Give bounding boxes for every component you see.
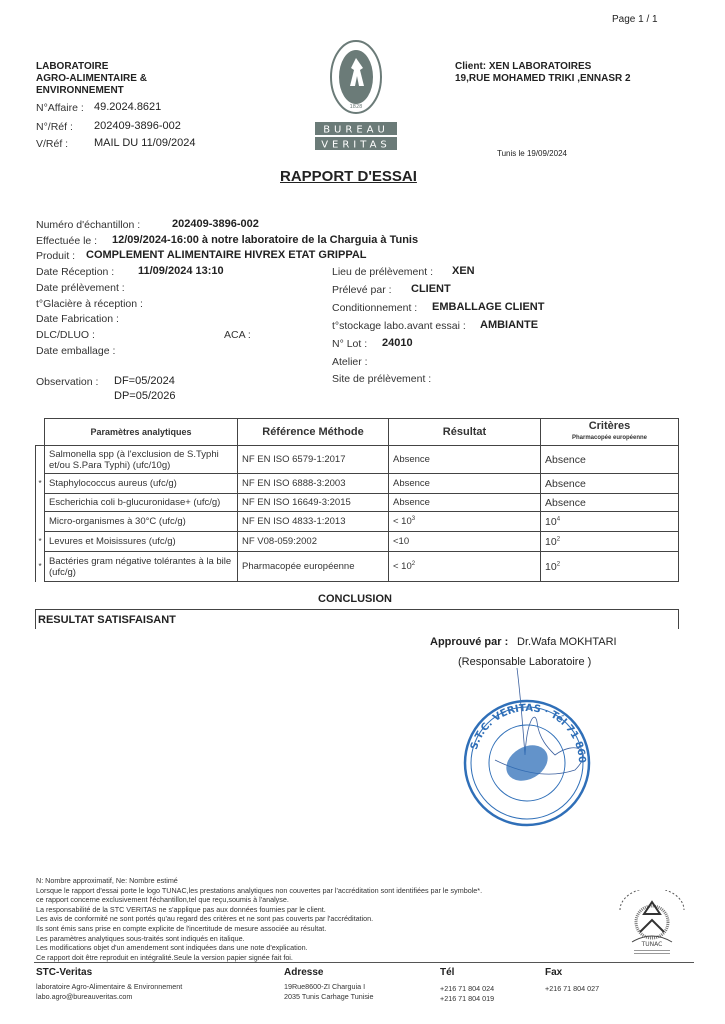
result-value: < 10 [393,516,412,528]
sampling-place: XEN [452,265,475,277]
parameter-cell: Escherichia coli b-glucuronidase+ (ufc/g) [45,494,238,512]
footer-address-l2: 2035 Tunis Carhage Tunisie [284,992,374,1001]
sampling-date-label: Date prélèvement : [36,282,125,294]
result-cell [389,446,541,474]
product-label: Produit : [36,250,76,262]
result-value: < 10 [393,561,412,573]
table-header [36,419,679,446]
parameter-cell: Micro-organismes à 30°C (ufc/g) [45,512,238,532]
conclusion-box [35,609,679,629]
workshop-label: Atelier : [332,356,368,368]
criteria-exponent: 4 [556,516,561,522]
result-cell [389,512,541,532]
approver-role: (Responsable Laboratoire ) [458,656,592,668]
note: Les modifications objet d'un amendement sont indiquées dans une note d'explication. [36,943,308,953]
footer-tel-2: +216 71 804 019 [440,994,495,1003]
footer-tel-1: +216 71 804 024 [440,984,495,993]
product-value: COMPLEMENT ALIMENTAIRE HIVREX ETAT GRIPPAL [86,249,367,261]
result-value: <10 [393,536,410,548]
parameter-cell: Bactéries gram négative tolérantes à la bile (ufc/g) [45,552,238,582]
affaire-value: 49.2024.8621 [94,101,162,113]
conclusion-text: RESULTAT SATISFAISANT [38,614,176,626]
footer-tel-title: Tél [440,967,455,978]
criteria-value: Absence [545,477,586,490]
storage-value: AMBIANTE [480,319,539,331]
ref-label: N°/Réf : [36,121,73,133]
method-cell: NF EN ISO 16649-3:2015 [238,494,389,512]
method-cell: NF EN ISO 4833-1:2013 [238,512,389,532]
note: La responsabilité de la STC VERITAS ne s'applique pas aux données fournies par le client. [36,904,326,914]
method-cell: NF V08-059:2002 [238,532,389,552]
conclusion-title: CONCLUSION [318,593,392,605]
result-cell [389,474,541,494]
footer-divider [34,962,694,963]
criteria-cell [541,512,679,532]
result-exponent: 3 [411,515,416,522]
observation-label: Observation : [36,376,99,388]
lot-value: 24010 [382,337,413,349]
lot-label: N° Lot : [332,338,368,350]
table-row [36,532,679,552]
result-value: Absence [393,497,430,509]
note: Les avis de conformité ne sont portés qu'au regard des critères et ne sont pas couverts par l'accréditation. [36,914,374,924]
footer-address-l1: 19Rue8600-ZI Charguia I [284,982,366,991]
note: Les paramètres analytiques sous-traités sont indiqués en italique. [36,933,245,943]
header-result: Résultat [389,419,541,446]
result-cell [389,552,541,582]
affaire-label: N°Affaire : [36,102,84,114]
svg-text:1828: 1828 [349,104,363,110]
sample-number-label: Numéro d'échantillon : [36,219,141,231]
svg-text:VERITAS: VERITAS [321,139,391,151]
accreditation-mark [36,512,45,532]
svg-text:S.T.C. VERITAS · Tél 71 860 74: S.T.C. VERITAS · Tél 71 860 [468,702,588,764]
criteria-exponent: 2 [556,536,561,542]
criteria-title: Critères [588,420,631,432]
method-cell: NF EN ISO 6888-3:2003 [238,474,389,494]
dlc-label: DLC/DLUO : [36,329,95,341]
footer-notes [36,876,482,962]
lab-name-3: ENVIRONNEMENT [36,85,124,96]
client-address: 19,RUE MOHAMED TRIKI ,ENNASR 2 [455,73,631,84]
method-cell: Pharmacopée européenne [238,552,389,582]
footer-fax-title: Fax [545,967,563,978]
accreditation-mark: * [36,474,45,494]
criteria-value: 10 [545,560,557,573]
parameter-cell: Levures et Moisissures (ufc/g) [45,532,238,552]
accreditation-mark [36,494,45,512]
page-number: Page 1 / 1 [612,14,658,25]
accreditation-mark [36,446,45,474]
accreditation-mark: * [36,532,45,552]
observation-dp: DP=05/2026 [114,390,176,402]
table-row [36,474,679,494]
criteria-cell [541,446,679,474]
sample-number: 202409-3896-002 [172,218,259,230]
cooler-temp-label: t°Glacière à réception : [36,298,143,310]
parameter-cell: Staphylococcus aureus (ufc/g) [45,474,238,494]
tunac-logo [612,890,692,960]
bureau-veritas-logo [313,40,399,152]
packaging-value: EMBALLAGE CLIENT [432,301,545,313]
sampled-by: CLIENT [411,283,451,295]
result-value: Absence [393,478,430,490]
table-row [36,494,679,512]
footer-email: labo.agro@bureauveritas.com [36,992,133,1001]
parameter-cell: Salmonella spp (à l'exclusion de S.Typhi et/ou S.Para Typhi) (ufc/10g) [45,446,238,474]
table-row [36,446,679,474]
client-name: Client: XEN LABORATOIRES [455,61,592,72]
criteria-cell [541,532,679,552]
approved-label: Approuvé par : [430,636,509,648]
observation-df: DF=05/2024 [114,375,175,387]
note: ce rapport concerne exclusivement l'échantillon,tel que reçu,soumis à l'analyse. [36,895,289,905]
performed-value: 12/09/2024-16:00 à notre laboratoire de la Charguia à Tunis [112,234,419,246]
header-parameters: Paramètres analytiques [45,419,238,446]
header-method: Référence Méthode [238,419,389,446]
table-row [36,512,679,532]
vref-label: V/Réf : [36,138,69,150]
company-stamp [455,660,589,825]
packaging-date-label: Date emballage : [36,345,116,357]
performed-label: Effectuée le : [36,235,98,247]
criteria-cell [541,552,679,582]
table-row [36,552,679,582]
footer-company-l1: laboratoire Agro-Alimentaire & Environnement [36,982,183,991]
svg-text:TUNAC: TUNAC [641,941,663,948]
criteria-subtitle: Pharmacopée européenne [571,435,648,441]
note: Lorsque le rapport d'essai porte le logo TUNAC,les prestations analytiques non couvertes par l'accréditation sont identifiées par le symbole*. [36,885,483,895]
approver-name: Dr.Wafa MOKHTARI [517,636,617,648]
criteria-exponent: 2 [556,561,561,567]
accreditation-mark: * [36,552,45,582]
packaging-label: Conditionnement : [332,302,418,314]
note: N: Nombre approximatif, Ne: Nombre estimé [36,876,178,885]
header-criteria [541,419,679,446]
criteria-value: 10 [545,515,557,528]
aca-label: ACA : [224,329,251,341]
vref-value: MAIL DU 11/09/2024 [94,137,196,149]
ref-value: 202409-3896-002 [94,120,181,132]
storage-label: t°stockage labo.avant essai : [332,320,466,332]
method-cell: NF EN ISO 6579-1:2017 [238,446,389,474]
criteria-value: Absence [545,496,586,509]
footer-address-title: Adresse [284,967,324,978]
result-cell [389,494,541,512]
criteria-cell [541,494,679,512]
signature-and-stamp [455,660,605,835]
footer-company: STC-Veritas [36,967,93,978]
criteria-value: 10 [545,535,557,548]
reception-value: 11/09/2024 13:10 [138,265,224,277]
note: Ils sont émis sans prise en compte explicite de l'incertitude de mesure associée au résultat. [36,923,327,933]
results-table [35,418,679,582]
report-date: Tunis le 19/09/2024 [497,149,567,158]
result-cell [389,532,541,552]
sampled-by-label: Prélevé par : [332,284,392,296]
manufacture-date-label: Date Fabrication : [36,313,119,325]
lab-name-1: LABORATOIRE [36,61,109,72]
svg-text:BUREAU: BUREAU [323,124,389,136]
sampling-place-label: Lieu de prélèvement : [332,266,433,278]
mark-header [36,419,45,446]
lab-name-2: AGRO-ALIMENTAIRE & [36,73,147,84]
reception-label: Date Réception : [36,266,115,278]
criteria-cell [541,474,679,494]
sampling-site-label: Site de prélèvement : [332,373,432,385]
note: Ce rapport doit être reproduit en intégralité.Seule la version papier signée fait foi. [36,952,293,962]
result-value: Absence [393,454,430,466]
report-title: RAPPORT D'ESSAI [280,168,417,185]
result-exponent: 2 [411,560,416,567]
criteria-value: Absence [545,453,586,466]
footer-fax: +216 71 804 027 [545,984,600,993]
